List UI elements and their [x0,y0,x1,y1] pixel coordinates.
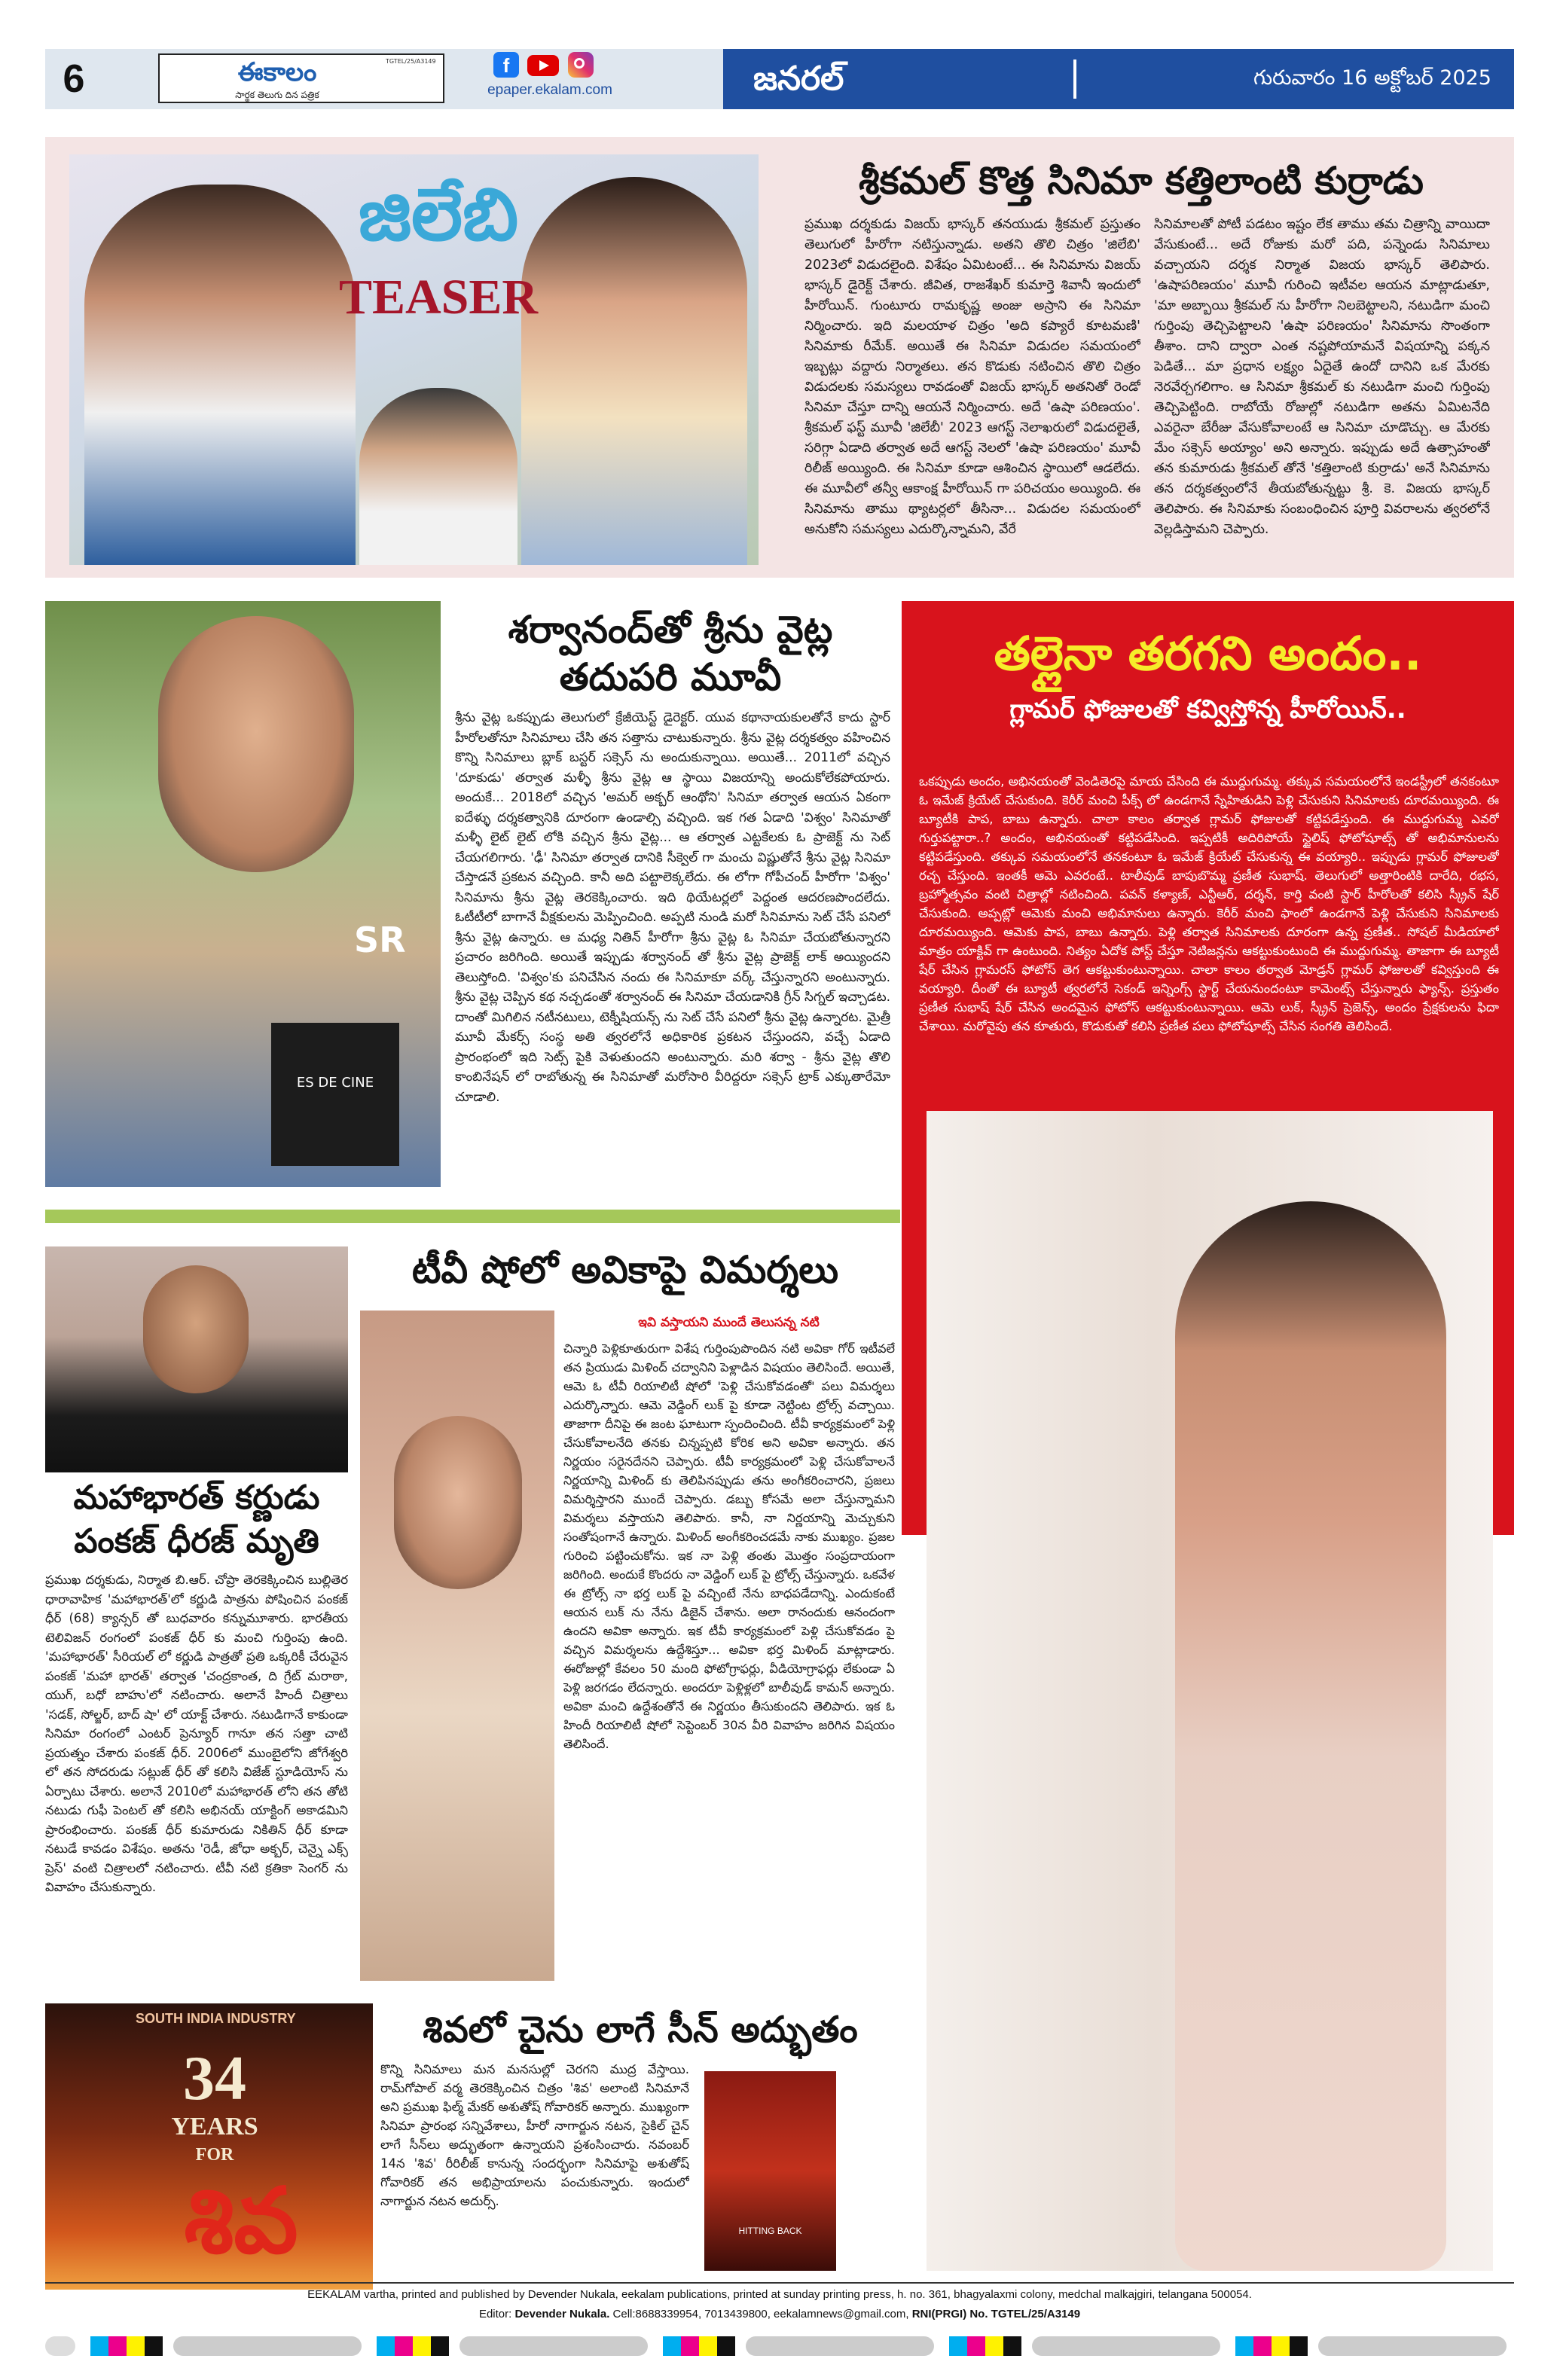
page-number: 6 [63,57,85,101]
poster-teaser-label: TEASER [338,270,539,325]
heroine-headline: తల్లైనా తరగని అందం.. [994,626,1422,681]
sharwanand-face [158,616,354,872]
masthead-title: ఈకాలం [237,57,317,87]
heroine-photo [927,1111,1493,2271]
pankaj-photo [45,1246,348,1472]
section-divider [1073,60,1076,99]
footer-rni: RNI(PRGI) No. TGTEL/25/A3149 [911,2308,1081,2320]
shiva-poster [45,2003,373,2290]
poster-title-telugu: జిలేబి [358,172,519,257]
shiva-body: కొన్ని సినిమాలు మన మనసుల్లో చెరగని ముద్ర వేస్తాయి. రామ్‌గోపాల్ వర్మ తెరకెక్కించిన చిత్రం 'శివ' అలాంటి సినిమానే అని ప్రముఖ ఫిల్మ్ మేకర్ అశుతోష్ గోవారికర్ అన్నారు. ముఖ్యంగా సినిమా ప్రారంభ సన్నివేశాలు, హీరో నాగార్జున నటన, సైకిల్ చైన్ లాగే సీన్‌లు అద్భుతంగా ఉన్నాయని ప్రశంసించారు. నవంబర్ 14న 'శివ' రీరిలీజ్ కానున్న సందర్భంగా సినిమాపై అశుతోష్ గోవారికర్ తన అభిప్రాయాలను పంచుకున్నారు. ఇందులో నాగార్జున నటన అదుర్స్. [380,2062,689,2208]
masthead-reg: TGTEL/25/A3149 [386,58,436,65]
masthead-logo[interactable] [158,53,444,103]
shiva-chain-poster [704,2071,836,2271]
pankaj-headline-line2: పంకజ్ ధీరజ్ మృతి [74,1522,319,1561]
section-title: జనరల్ [753,60,844,98]
issue-date: గురువారం 16 అక్టోబర్ 2025 [1253,66,1491,90]
heroine-subhead: గ్లామర్ ఫోజులతో కవ్విస్తోన్న హీరోయిన్.. [1009,694,1406,725]
jilebi-body-col1: ప్రముఖ దర్శకుడు విజయ్ భాస్కర్ తనయుడు శ్రీకమల్ ప్రస్తుతం తెలుగులో హీరోగా నటిస్తున్నాడు. అతని తొలి చిత్రం 'జిలేబి' 2023లో విడుదలైంది. విశేషం ఏమిటంటే... ఈ సినిమాను విజయ్ భాస్కర్ డైరెక్ట్ చేశారు. జీవిత, రాజశేఖర్ కుమార్తె శివానీ ఇందులో హీరోయిన్. గుంటూరు రామకృష్ణ అంజు అస్రాని ఈ సినిమా నిర్మించారు. ఇది మలయాళ చిత్రం 'అది కప్యారే కూటమణి' సినిమాకు రీమేక్. అయితే ఈ సినిమా విడుదల సమయంలో ఇబ్బట్లు వద్దారు నిర్మాతలు. తన కొడుకు నటించిన తొలి చిత్రం విడుదలకు సమస్యలు రావడంతో విజయ్ భాస్కర్ అతనితో రెండో సినిమా చేస్తూ దాన్ని ఆయనే నిర్మించారు. అదే 'ఉషా పరిణయం'. శ్రీకమల్ ఫస్ట్ మూవీ 'జిలేబీ' 2023 ఆగస్ట్ నెలాఖరులో విడుదలైతే, సరిగ్గా ఏడాది తర్వాత అదే ఆగస్ట్ నెలలో 'ఉషా పరిణయం' మూవీ రిలీజ్ అయ్యింది. ఈ సినిమా కూడా ఆశించిన స్థాయిలో ఆడలేదు. ఈ మూవీలో తన్వీ ఆకాంక్ష హీరోయిన్ గా పరిచయం అయ్యింది. ఈ సినిమాను తాము థ్యాటర్లలో తీసినా... విడుదల సమయంలో అనుకోని సమస్యలు ఎదుర్కొన్నామని, వేరే [804,217,1140,537]
facebook-icon[interactable]: f [493,52,519,78]
shiva-poster-years-label: YEARS [171,2113,258,2140]
instagram-icon[interactable] [568,52,594,78]
page-header [45,49,1514,109]
section-separator [45,1210,900,1223]
sharwanand-photo [45,601,441,1187]
pankaj-headline [45,1476,348,1567]
youtube-icon[interactable] [527,55,559,76]
poster-hero-figure [84,185,356,565]
epaper-link[interactable]: epaper.ekalam.com [487,82,612,98]
sharwanand-headline-line1: శర్వానంద్‌తో శ్రీను వైట్ల [508,608,833,651]
avika-body: చిన్నారి పెళ్లికూతురుగా విశేష గుర్తింపుపొందిన నటి అవికా గోర్ ఇటీవలే తన ప్రియుడు మిళింద్ చద్వానిని పెళ్లాడిన విషయం తెలిసిందే. అయితే, ఆమె ఓ టీవీ రియాలిటీ షోలో 'పెళ్లి చేసుకోవడంతో' పలు విమర్శలు ఎదుర్కొన్నారు. ఆమె వెడ్డింగ్ లుక్ పై కూడా నెట్టింట ట్రోల్స్ వచ్చాయి. తాజాగా దీనిపై ఈ జంట ఘాటుగా స్పందించింది. టీవీ కార్యక్రమంలో పెళ్లి చేసుకోవాలనేది తనకు చిన్నప్పటి కోరిక అని అవికా అన్నారు. తన నిర్ణయం సరైనదేనని చెప్పారు. టీవీ కార్యక్రమంలో పెళ్లి చేసుకోవాలనే నిర్ణయాన్ని మిళింద్ కు తెలిపినప్పుడు తను అంగీకరించారని, ప్రజలు విమర్శిస్తారని ముందే చెప్పారు. డబ్బు కోసమే అలా చేస్తున్నామని విమర్శలు వస్తాయని తెలిపారు. కానీ, నా నిర్ణయాన్ని మెచ్చుకుని సంతోషంగానే ఉన్నారు. మిళింద్ అంగీకరించడమే నాకు ముఖ్యం. ప్రజల గురించి పట్టించుకోను. ఇక నా పెళ్లి తంతు మొత్తం సంప్రదాయంగా జరిగింది. అందుకే కొందరు నా వెడ్డింగ్ లుక్ పై ట్రోల్స్ చేస్తున్నారు. ఒకవేళ ఈ ట్రోల్స్ నా భర్త లుక్ పై వచ్చింటే నేను బాధపడేదాన్ని. ఎందుకంటే ఆయన లుక్ ను నేను డిజైన్ చేశాను. అలా రానందుకు ఆనందంగా ఉందని అవికా అన్నారు. ఇక టీవీ కార్యక్రమంలో పెళ్లి చేసుకోవడం పై వచ్చిన విమర్శలను ఉద్దేశిస్తూ... అవికా భర్త మిళింద్ మాట్లాడారు. ఈరోజుల్లో కేవలం 50 మంది ఫోటోగ్రాఫర్లు, వీడియోగ్రాఫర్లు లేకుండా ఏ పెళ్లి జరగడం లేదన్నారు. అందరూ పెళ్లిళ్లలో బాలీవుడ్ కామన్ అన్నారు. అవికా మంచి ఉద్దేశంతోనే ఈ నిర్ణయం తీసుకుందని తెలిపారు. ఇక ఓ హిందీ రియాలిటీ షోలో సెప్టెంబర్ 30న వీరి వివాహం జరిగిన విషయం తెలిసిందే. [563,1341,895,1751]
masthead-tagline: సార్థక తెలుగు దిన పత్రిక [235,90,319,100]
director-chair [271,1023,399,1166]
avika-headline: టీవీ షోలో అవికాపై విమర్శలు [411,1248,839,1292]
shiva-poster-top: SOUTH INDIA INDUSTRY [136,2011,296,2026]
footer-imprint: EEKALAM vartha, printed and published by Devender Nukala, eekalam publications, printed at sunday printing press, h. no. 361, bhagyalaxmi colony, medchal malkajgiri, telangana 500054. [307,2288,1252,2301]
heroine-body: ఒకప్పుడు అందం, అభినయంతో వెండితెరపై మాయ చేసింది ఈ ముద్దుగుమ్మ. తక్కువ సమయంలోనే ఇండస్ట్రీలో తనకంటూ ఓ ఇమేజ్ క్రియేట్ చేసుకుంది. కెరీర్ మంచి పీక్స్ లో ఉండగానే స్నేహితుడిని పెళ్లి చేసుకుని సినిమాలకు దూరమయ్యింది. ఈ బ్యూటీకి పాప, బాబు ఉన్నారు. చాలా కాలం తర్వాత గ్లామర్ ఫోజులతో కట్టిపడేస్తుంది. ఈ ముద్దుగుమ్మ ఎవరో గుర్తుపట్టారా..? అందం, అభినయంతో కట్టిపడేసింది. ఇప్పటికీ అదిరిపోయే స్టైలిష్ ఫోటోషూట్స్ తో అభిమానులను కట్టిపడేస్తుంది. తక్కువ సమయంలోనే తనకంటూ ఓ ఇమేజ్ క్రియేట్ చేసుకున్న ఈ వయ్యారి.. ఇప్పుడు గ్లామర్ ఫోజులతో రచ్చ చేస్తుంది. ఇంతకీ ఆమె ఎవరంటే.. టాలీవుడ్ బాపుబొమ్మ ప్రణీత సుభాష్. తెలుగులో అత్తారింటికి దారేది, రభస, బ్రహ్మోత్సవం వంటి చిత్రాల్లో నటించింది. పవన్ కళ్యాణ్, ఎన్టీఆర్, దర్శన్, కార్తి వంటి స్టార్ హీరోలతో కలిసి స్క్రీన్ షేర్ చేసుకుంది. అప్పట్లో ఆమెకు మంచి అభిమానులు ఉన్నారు. కెరీర్ మంచి ఫాంలో ఉండగానే పెళ్లి చేసుకుని సినిమాలకు దూరమయ్యింది. ఆమెకు పాప, బాబు ఉన్నారు. పెళ్లి తర్వాత సినిమాలకు దూరంగా ఉన్న ప్రణీత.. సోషల్ మీడియాలో మాత్రం యాక్టివ్ గా ఉంటుంది. నిత్యం ఏదోక పోస్ట్ చేస్తూ నెటిజన్లను ఆకట్టుకుంటుంది ఈ ముద్దుగుమ్మ. తాజాగా ఈ బ్యూటీ షేర్ చేసిన గ్లామరస్ ఫోటోస్ తెగ ఆకట్టుకుంటున్నాయి. చాలా కాలం తర్వాత మోడ్రన్ గ్లామర్ ఫోజులతో కవ్విస్తుంది ఈ వయ్యారి. దీంతో ఈ బ్యూటీ త్వరలోనే సెకండ్ ఇన్నింగ్స్ స్టార్ట్ చేయనుందంటూ కామెంట్స్ చేస్తున్నారు ఫ్యాన్స్. ప్రస్తుతం ప్రణీత సుభాష్ షేర్ చేసిన అందమైన ఫోటోస్ ఆకట్టుకుంటున్నాయి. ఆమె లుక్, స్క్రీన్ ప్రెజెన్స్, అందం ప్రేక్షకులను ఫిదా చేశాయి. మరోవైపు తన కూతురు, కొడుకుతో కలిసి ప్రణీత పలు ఫోటోషూట్స్ చేసిన సంగతి తెలిసిందే. [919,774,1499,1033]
avika-face [394,1416,522,1589]
jilebi-teaser-poster [69,154,759,565]
sharwanand-body: శ్రీను వైట్ల ఒకప్పుడు తెలుగులో క్రేజీయెస్ట్ డైరెక్టర్. యువ కథానాయకులతోనే కాదు స్టార్ హీరోలతోనూ సినిమాలు చేసి తన సత్తాను చాటుకున్నారు. శ్రీను వైట్ల దర్శకత్వం వహించిన కొన్ని సినిమాలు బ్లాక్ బస్టర్ సక్సెస్ ను అందుకున్నాయి. అయితే... 2011లో వచ్చిన 'దూకుడు' తర్వాత మళ్ళీ శ్రీను వైట్ల ఆ స్థాయి విజయాన్ని అందుకోలేకపోయారు. అందుకే... 2018లో వచ్చిన 'అమర్ అక్బర్ ఆంథోని' సినిమా తర్వాత ఆయన ఏకంగా ఐదేళ్ళు దర్శకత్వానికి దూరంగా ఉండాల్సి వచ్చింది. ఇక గత ఏడాది 'విశ్వం' సినిమాతో మళ్ళీ లైట్ లైట్ లోకి వచ్చిన శ్రీను వైట్ల... ఆ తర్వాత ఎట్టకేలకు ఓ ప్రాజెక్ట్ ను సెట్ చేయగలిగారు. 'ఢీ' సినిమా తర్వాత దానికి సీక్వెల్ గా మంచు విష్ణుతోనే శ్రీను వైట్ల సినిమా చేస్తాడనే ప్రకటన వచ్చింది. కానీ అది పట్టాలెక్కలేదు. ఈ లోగా గోపీచంద్ హీరోగా 'విశ్వం' సినిమాను శ్రీను వైట్ల తెరకెక్కించారు. ఇది థియేటర్లలో పెద్దంత ఆదరణపొందలేదు. ఓటీటీలో బాగానే వీక్షకులను మెప్పించింది. అప్పటి నుండి మరో సినిమాను సెట్ చేసే పనిలో శ్రీను వైట్ల ఉన్నారు. ఆ మధ్య నితిన్ హీరోగా శ్రీను వైట్ల ఓ సినిమా చేయబోతున్నారని ప్రచారం జరిగింది. అయితే ఇప్పుడు శర్వానంద్ తో శ్రీను వైట్ల ప్రాజెక్ట్ లాక్ అయ్యిందని తెలుస్తోంది. 'విశ్వం'కు పనిచేసిన నందు ఈ సినిమాకూ వర్క్ చేస్తున్నారని అంటున్నారు. శ్రీను వైట్ల చెప్పిన కథ నచ్చడంతో శర్వానంద్ ఈ సినిమా చేయడానికి గ్రీన్ సిగ్నల్ ఇచ్చాడట. దాంతో మిగిలిన నటీనటులు, టెక్నీషియన్స్ ను సెట్ చేసే పనిలో శ్రీను వైట్ల ఉన్నారట. మైత్రీ మూవీ మేకర్స్ సంస్థ అతి త్వరలోనే అధికారిక ప్రకటన చేస్తుందని, వచ్చే ఏడాది ప్రారంభంలో ఇది సెట్స్ పైకి వెళుతుందని అంటున్నారు. మరి శర్వా - శ్రీను వైట్ల తొలి కాంబినేషన్ లో రాబోతున్న ఈ సినిమాతో మరోసారి వీరిద్దరూ సక్సెస్ ట్రాక్ ఎక్కుతారేమో చూడాలి. [455,710,890,1105]
director-chair-label: ES DE CINE [296,1075,374,1091]
footer-rule [45,2282,1514,2284]
footer-editor: Devender Nukala. [514,2308,610,2320]
avika-photo [360,1311,554,1981]
pankaj-face [143,1265,249,1393]
footer-contact: Cell:8688339954, 7013439800, eekalamnews@gmail.com, [612,2308,909,2320]
shiva-chain-poster-text: HITTING BACK [738,2226,802,2236]
color-registration-strip [45,2336,1514,2359]
heroine-figure [1175,1201,1446,2271]
sharwanand-headline-line2: తదుపరి మూవీ [559,654,782,699]
avika-kicker: ఇవి వస్తాయని ముందే తెలుసన్న నటి [638,1315,820,1330]
jilebi-headline: శ్రీకమల్ కొత్త సినిమా కత్తిలాంటి కుర్రాడు [859,159,1424,203]
shiva-poster-title: శివ [184,2169,298,2274]
sharwanand-headline [452,606,889,704]
shiva-poster-years: 34 [183,2043,246,2113]
shiva-poster-for: FOR [195,2145,234,2165]
footer-editor-label: Editor: [478,2308,512,2320]
sharwanand-photo-caption: SR [354,920,406,960]
pankaj-headline-line1: మహాభారత్ కర్ణుడు [73,1478,320,1517]
poster-elder-figure [359,388,517,565]
pankaj-body: ప్రముఖ దర్శకుడు, నిర్మాత బి.ఆర్. చోప్రా తెరకెక్కించిన బుల్లితెర ధారావాహిక 'మహాభారత్'లో కర్ణుడి పాత్రను పోషించిన పంకజ్ ధీర్ (68) క్యాన్సర్ తో బుధవారం కన్నుమూశారు. భారతీయ టెలివిజన్ రంగంలో పంకజ్ ధీర్ కు మంచి గుర్తింపు ఉంది. 'మహాభారత్' సీరియల్ లో కర్ణుడి పాత్రతో ప్రతి ఒక్కరికీ చేరువైన పంకజ్ 'మహా భారత్' తర్వాత 'చంద్రకాంత, ది గ్రేట్ మరాఠా, యుగ్, బధో బాహు'లో నటించారు. అలానే హిందీ చిత్రాలు 'సడక్, సోల్జర్, బాద్ షా' లో యాక్ట్ చేశారు. నటుడిగానే కాకుండా సినిమా రంగంలో ఎంటర్ ప్రెన్యూర్ గానూ తన సత్తా చాటి ప్రయత్నం చేశారు పంకజ్ ధీర్. 2006లో ముంబైలోని జోగేశ్వరి లో తన సోదరుడు సట్లుజ్ ధీర్ తో కలిసి విజేజ్ స్టూడియోస్ ను ఏర్పాటు చేశారు. అలానే 2010లో మహాభారత్ లోని తన తోటి నటుడు గుఫీ పెంటల్ తో కలిసి అభినయ్ యాక్టింగ్ అకాడమిని ప్రారంభించారు. పంకజ్ ధీర్ కుమారుడు నికితిన్ ధీర్ కూడా నటుడే కావడం విశేషం. అతను 'రెడీ, జోధా అక్బర్, చెన్నై ఎక్స్ ప్రెస్' వంటి చిత్రాలలో నటించారు. టీవీ నటి క్రతికా సెంగర్ ను వివాహం చేసుకున్నారు. [45,1573,348,1894]
shiva-headline: శివలో చైను లాగే సీన్ అద్భుతం [423,2009,858,2051]
footer-editor-line [45,2308,1514,2326]
jilebi-body-col2: సినిమాలతో పోటీ పడటం ఇష్టం లేక తాము తమ చిత్రాన్ని వాయిదా వేసుకుంటే... అదే రోజుకు మరో పది, పన్నెండు సినిమాలు వచ్చాయని దర్శక నిర్మాత విజయ భాస్కర్ తెలిపారు. 'ఉషాపరిణయం' మూవీ గురించి ఇటీవల ఆయన మాట్లాడుతూ, 'మా అబ్బాయి శ్రీకమల్ ను హీరోగా నిలబెట్టాలని, నటుడిగా మంచి గుర్తింపు తెచ్చిపెట్టాలని 'ఉషా పరిణయం' సినిమాను సొంతంగా తీశాం. దాని ద్వారా ఎంత నష్టపోయామనే విషయాన్ని పక్కన పెడితే... మా ప్రధాన లక్ష్యం ఏదైతే ఉందో దానిని ఒక మేరకు నెరవేర్చగలిగాం. ఆ సినిమా శ్రీకమల్ కు నటుడిగా మంచి గుర్తింపు తెచ్చిపెట్టింది. రాబోయే రోజుల్లో నటుడిగా అతను ఏమిటనేది ఎవరైనా బేరీజు వేసుకోవాలంటే ఆ సినిమా చూడొచ్చు. ఆ మేరకు మేం సక్సెస్ అయ్యాం' అని అన్నారు. ఇప్పుడు అదే ఉత్సాహంతో తన కుమారుడు శ్రీకమల్ తోనే 'కత్తిలాంటి కుర్రాడు' అనే సినిమాను తన దర్శకత్వంలోనే తీయబోతున్నట్టు శ్రీ. కె. విజయ భాస్కర్ తెలిపారు. ఈ సినిమాకు సంబంధించిన పూర్తి వివరాలను త్వరలోనే వెల్లడిస్తామని చెప్పారు. [1154,217,1490,537]
section-banner [723,49,1514,109]
